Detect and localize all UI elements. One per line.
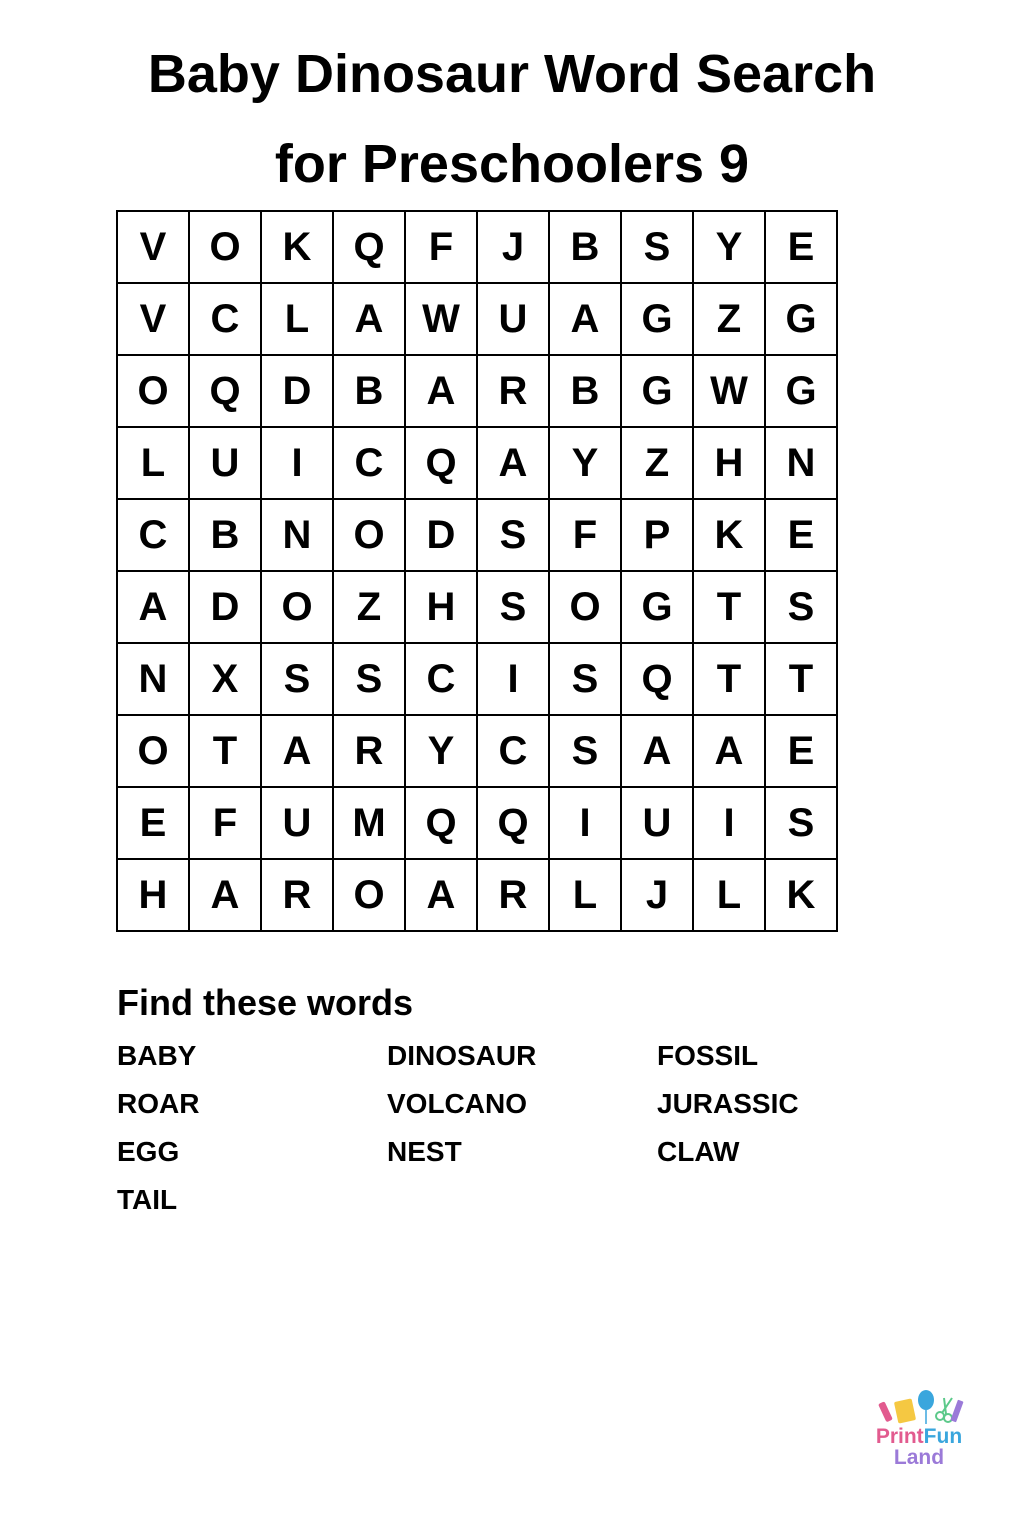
logo-icons xyxy=(876,1388,966,1428)
grid-cell: E xyxy=(117,787,189,859)
grid-cell: T xyxy=(189,715,261,787)
grid-cell: R xyxy=(477,859,549,931)
grid-cell: E xyxy=(765,715,837,787)
grid-cell: D xyxy=(189,571,261,643)
grid-cell: Z xyxy=(693,283,765,355)
grid-row xyxy=(117,283,837,355)
word-item: NEST xyxy=(387,1136,462,1167)
grid-cell: C xyxy=(117,499,189,571)
grid-cell: S xyxy=(333,643,405,715)
grid-cell: V xyxy=(117,211,189,283)
logo-fun: Fun xyxy=(923,1425,963,1448)
grid-cell: B xyxy=(549,211,621,283)
grid-cell: E xyxy=(765,211,837,283)
grid-cell: G xyxy=(765,355,837,427)
grid-cell: I xyxy=(693,787,765,859)
grid-row xyxy=(117,643,837,715)
word-item: CLAW xyxy=(657,1136,740,1167)
grid-cell: Q xyxy=(405,787,477,859)
grid-cell: H xyxy=(405,571,477,643)
grid-cell: A xyxy=(621,715,693,787)
grid-cell: V xyxy=(117,283,189,355)
grid-cell: U xyxy=(261,787,333,859)
word-item: TAIL xyxy=(117,1184,178,1215)
grid-cell: A xyxy=(189,859,261,931)
word-item: ROAR xyxy=(117,1088,200,1119)
grid-cell: Z xyxy=(333,571,405,643)
word-search-grid xyxy=(116,210,838,932)
grid-cell: O xyxy=(333,859,405,931)
grid-cell: L xyxy=(261,283,333,355)
word-item: DINOSAUR xyxy=(387,1040,537,1071)
grid-cell: N xyxy=(117,643,189,715)
grid-cell: S xyxy=(477,499,549,571)
grid-cell: U xyxy=(477,283,549,355)
grid-cell: C xyxy=(405,643,477,715)
grid-cell: O xyxy=(189,211,261,283)
grid-cell: L xyxy=(549,859,621,931)
grid-cell: O xyxy=(261,571,333,643)
crayon-icon xyxy=(878,1401,893,1422)
grid-cell: I xyxy=(549,787,621,859)
grid-row xyxy=(117,787,837,859)
grid-cell: K xyxy=(765,859,837,931)
logo-land: Land xyxy=(893,1446,945,1469)
grid-cell: Y xyxy=(405,715,477,787)
grid-cell: W xyxy=(405,283,477,355)
grid-row xyxy=(117,715,837,787)
grid-cell: S xyxy=(477,571,549,643)
paper-icon xyxy=(894,1398,916,1423)
grid-cell: Y xyxy=(693,211,765,283)
grid-cell: A xyxy=(693,715,765,787)
grid-cell: C xyxy=(333,427,405,499)
word-item: EGG xyxy=(117,1136,180,1167)
grid-cell: Q xyxy=(405,427,477,499)
word-item: VOLCANO xyxy=(387,1088,527,1119)
grid-cell: E xyxy=(765,499,837,571)
grid-cell: S xyxy=(765,571,837,643)
grid-cell: K xyxy=(693,499,765,571)
grid-cell: S xyxy=(549,643,621,715)
grid-cell: K xyxy=(261,211,333,283)
grid-cell: L xyxy=(693,859,765,931)
grid-cell: B xyxy=(189,499,261,571)
logo-print: Print xyxy=(875,1425,924,1448)
grid-cell: X xyxy=(189,643,261,715)
grid-cell: N xyxy=(261,499,333,571)
grid-cell: R xyxy=(333,715,405,787)
grid-row xyxy=(117,499,837,571)
grid-row xyxy=(117,427,837,499)
page-title: Baby Dinosaur Word Search xyxy=(147,44,877,104)
grid-cell: B xyxy=(333,355,405,427)
grid-cell: Q xyxy=(189,355,261,427)
grid-cell: M xyxy=(333,787,405,859)
grid-cell: O xyxy=(117,355,189,427)
grid-row xyxy=(117,211,837,283)
grid-cell: G xyxy=(765,283,837,355)
word-list xyxy=(117,1036,927,1228)
grid-cell: H xyxy=(693,427,765,499)
grid-cell: D xyxy=(405,499,477,571)
grid-cell: R xyxy=(477,355,549,427)
grid-cell: A xyxy=(549,283,621,355)
grid-cell: C xyxy=(477,715,549,787)
printfunland-logo xyxy=(866,1388,972,1472)
grid-cell: D xyxy=(261,355,333,427)
grid-cell: A xyxy=(333,283,405,355)
grid-cell: O xyxy=(549,571,621,643)
grid-cell: A xyxy=(405,859,477,931)
grid-cell: A xyxy=(405,355,477,427)
scissors-icon xyxy=(936,1398,952,1422)
grid-cell: J xyxy=(621,859,693,931)
grid-cell: T xyxy=(693,571,765,643)
grid-row xyxy=(117,859,837,931)
grid-cell: S xyxy=(621,211,693,283)
grid-cell: U xyxy=(621,787,693,859)
grid-cell: C xyxy=(189,283,261,355)
grid-cell: T xyxy=(765,643,837,715)
grid-cell: R xyxy=(261,859,333,931)
grid-cell: N xyxy=(765,427,837,499)
grid-cell: B xyxy=(549,355,621,427)
grid-cell: U xyxy=(189,427,261,499)
grid-cell: J xyxy=(477,211,549,283)
grid-cell: O xyxy=(333,499,405,571)
grid-cell: A xyxy=(117,571,189,643)
grid-cell: Q xyxy=(621,643,693,715)
grid-cell: Y xyxy=(549,427,621,499)
logo-text xyxy=(866,1426,972,1468)
word-item: JURASSIC xyxy=(657,1088,799,1119)
balloon-icon xyxy=(918,1390,934,1424)
grid-cell: S xyxy=(549,715,621,787)
grid-cell: Q xyxy=(333,211,405,283)
grid-cell: F xyxy=(405,211,477,283)
grid-cell: H xyxy=(117,859,189,931)
grid-cell: F xyxy=(189,787,261,859)
grid-cell: S xyxy=(765,787,837,859)
grid-cell: L xyxy=(117,427,189,499)
grid-cell: P xyxy=(621,499,693,571)
pencil-icon xyxy=(950,1400,963,1423)
word-item: BABY xyxy=(117,1040,197,1071)
grid-cell: I xyxy=(477,643,549,715)
grid-cell: A xyxy=(261,715,333,787)
grid-cell: G xyxy=(621,355,693,427)
grid-cell: A xyxy=(477,427,549,499)
grid-cell: Z xyxy=(621,427,693,499)
grid-cell: G xyxy=(621,283,693,355)
grid-row xyxy=(117,355,837,427)
grid-row xyxy=(117,571,837,643)
grid-cell: W xyxy=(693,355,765,427)
grid-cell: G xyxy=(621,571,693,643)
find-words-heading: Find these words xyxy=(117,982,414,1023)
grid-cell: S xyxy=(261,643,333,715)
grid-cell: O xyxy=(117,715,189,787)
grid-cell: F xyxy=(549,499,621,571)
page-subtitle: for Preschoolers 9 xyxy=(274,134,750,194)
word-item: FOSSIL xyxy=(657,1040,759,1071)
grid-cell: T xyxy=(693,643,765,715)
grid-cell: Q xyxy=(477,787,549,859)
grid-cell: I xyxy=(261,427,333,499)
